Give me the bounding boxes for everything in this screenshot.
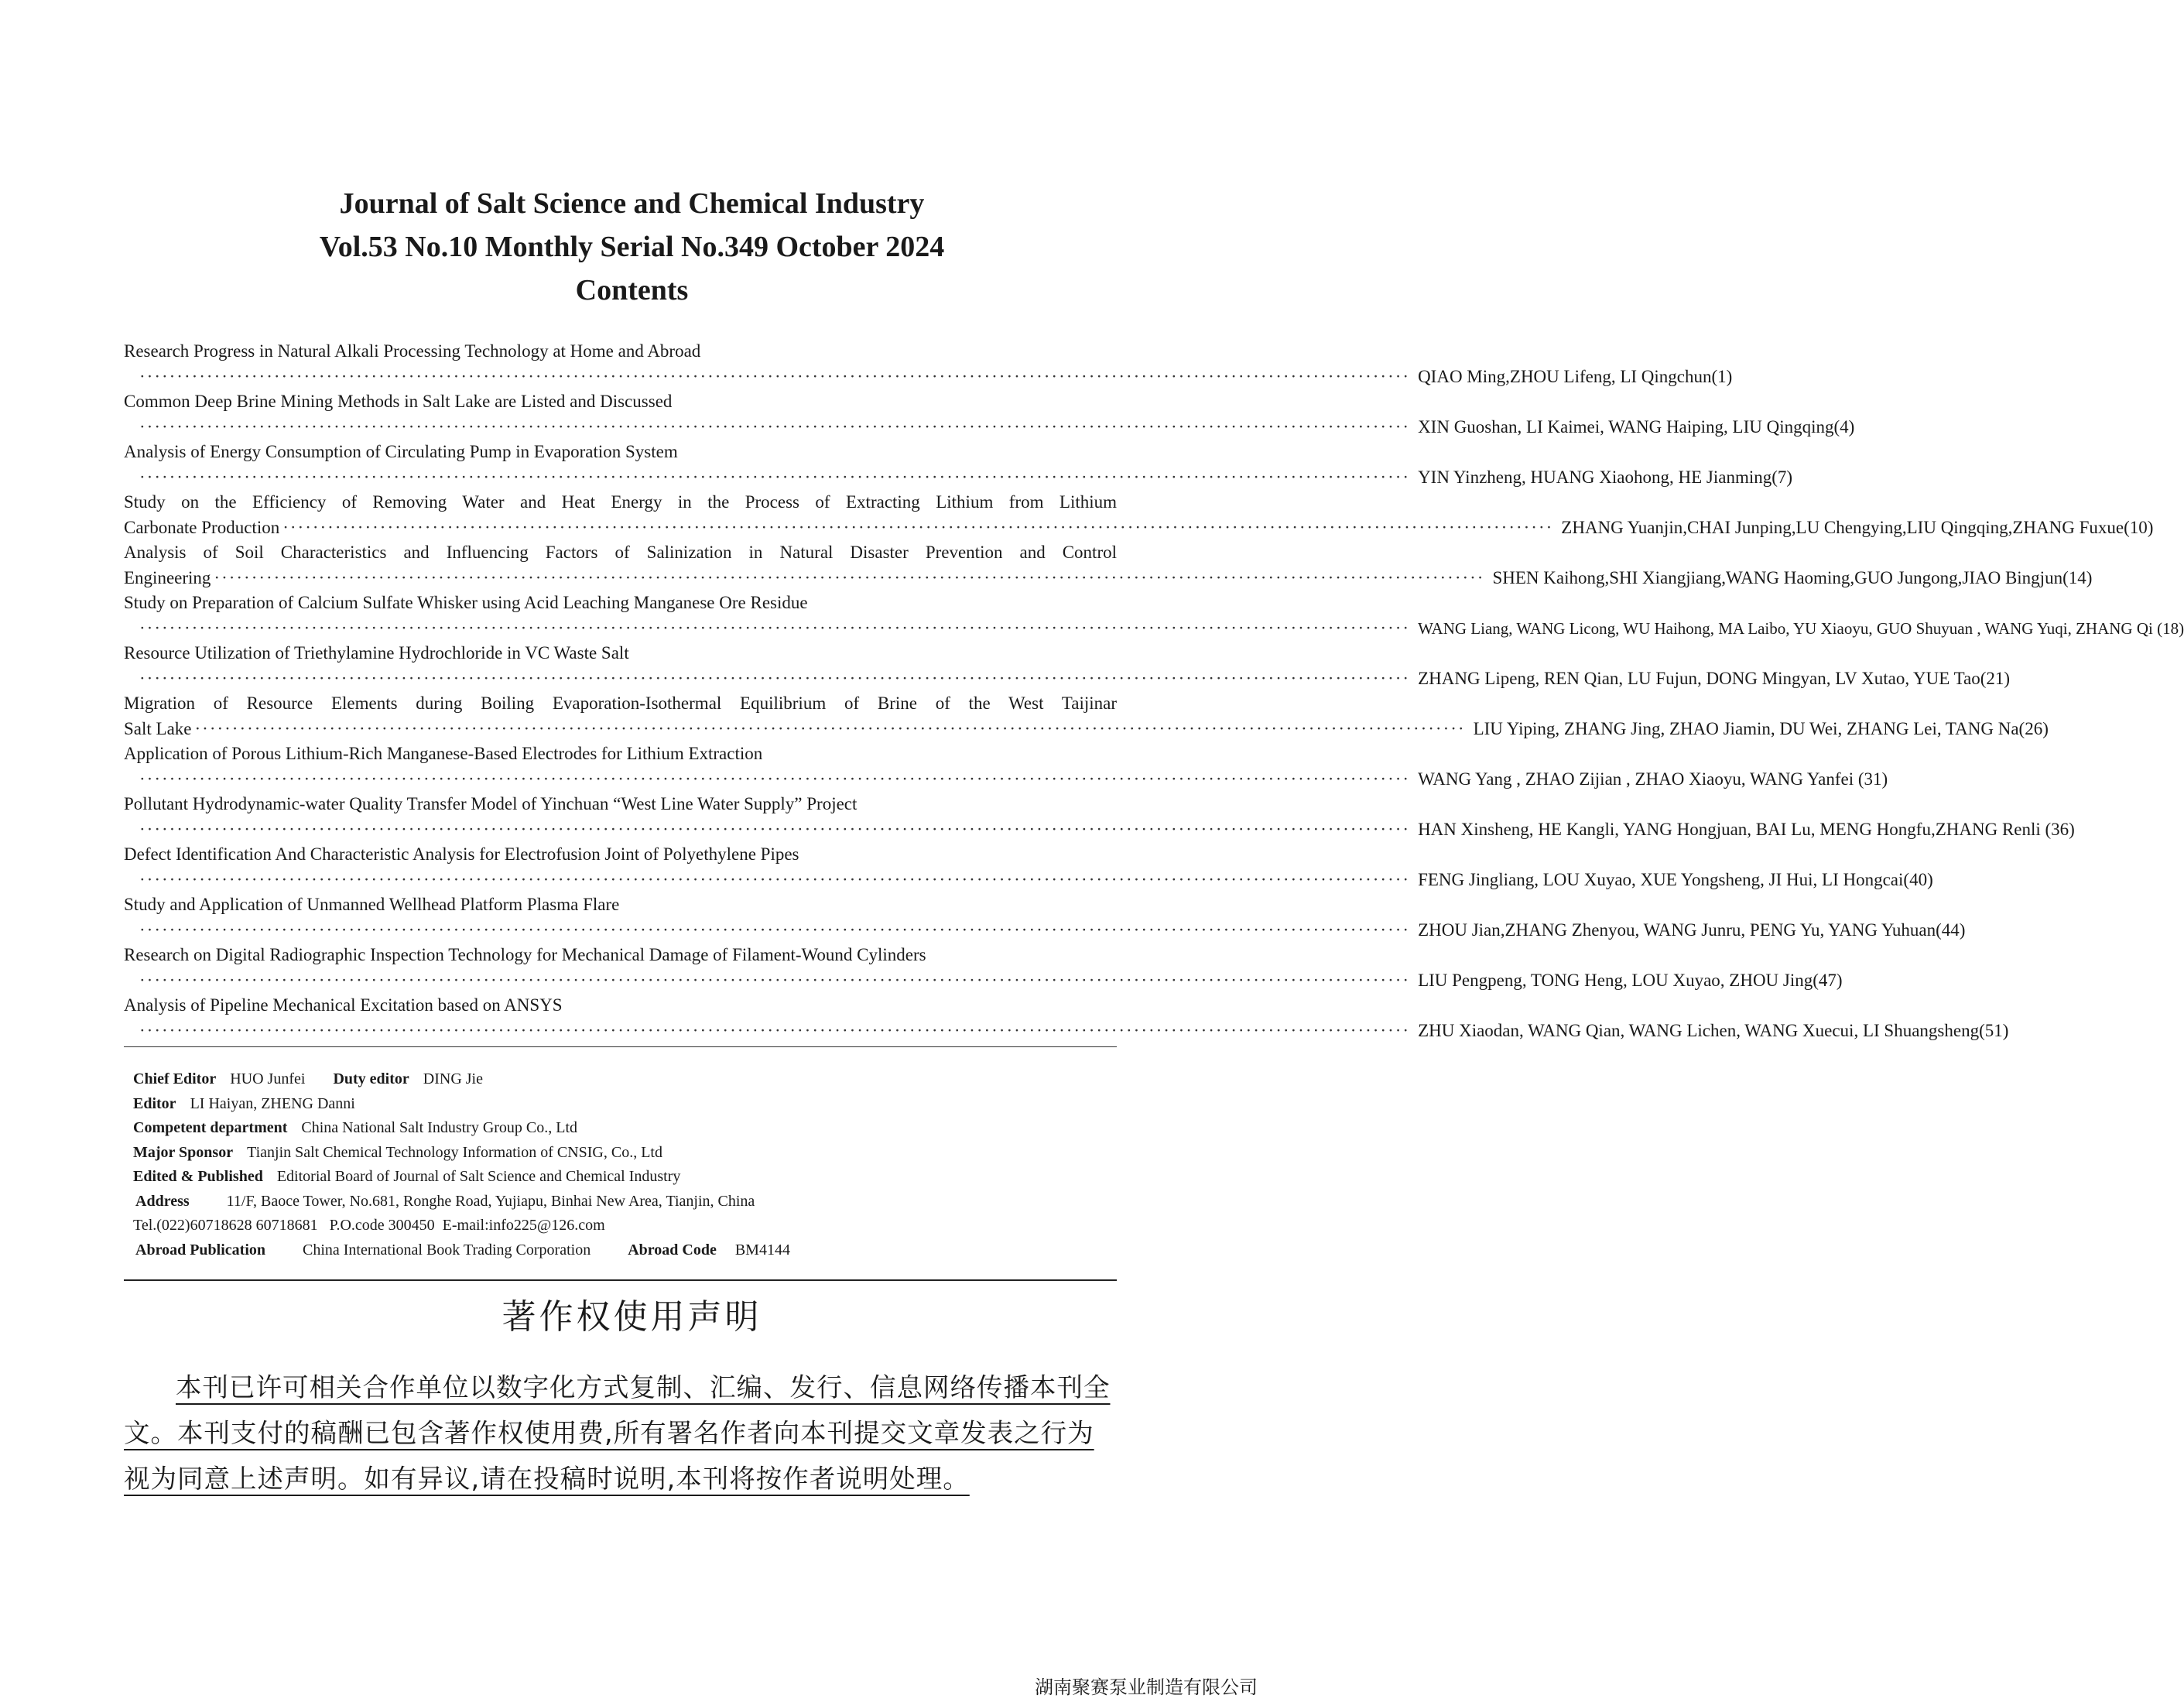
- toc-entry-authors: LIU Pengpeng, TONG Heng, LOU Xuyao, ZHOU Jing(47): [1418, 970, 1843, 990]
- toc-entry: [124, 540, 2093, 591]
- abroad-code-value: BM4144: [734, 1241, 790, 1259]
- toc-entry-authors-line: [124, 918, 1966, 943]
- masthead-row-sponsor: [133, 1141, 818, 1166]
- toc-entry: [124, 691, 2049, 741]
- journal-title: Journal of Salt Science and Chemical Industry: [339, 187, 925, 220]
- toc-entry-authors-line: [124, 868, 1933, 893]
- toc-entry-title: Application of Porous Lithium-Rich Manganese-Based Electrodes for Lithium Extraction: [124, 744, 763, 763]
- toc-entry-authors: ZHOU Jian,ZHANG Zhenyou, WANG Junru, PENG Yu, YANG Yuhuan(44): [1418, 919, 1966, 940]
- masthead-info: [133, 1067, 818, 1262]
- address-value: 11/F, Baoce Tower, No.681, Ronghe Road, Yujiapu, Binhai New Area, Tianjin, China: [226, 1192, 755, 1210]
- toc-entry-authors-line: [124, 415, 1855, 440]
- dot-leader: ··········································································································································································: [139, 467, 1411, 487]
- dot-leader: ··········································································································································································: [139, 819, 1411, 839]
- duty-editor-value: DING Jie: [423, 1070, 483, 1087]
- toc-entry-title-continued: Engineering: [124, 567, 211, 587]
- toc-entry-authors: XIN Guoshan, LI Kaimei, WANG Haiping, LIU Qingqing(4): [1418, 416, 1855, 437]
- dot-leader: ··········································································································································································: [139, 769, 1411, 789]
- chief-editor-label: Chief Editor: [133, 1070, 217, 1087]
- footer-watermark: 湖南聚赛泵业制造有限公司: [1035, 1676, 1258, 1698]
- toc-entry-authors: WANG Liang, WANG Licong, WU Haihong, MA Laibo, YU Xiaoyu, GUO Shuyuan , WANG Yuqi, ZHANG Qi (18): [1418, 618, 2184, 638]
- toc-entry-title: Analysis of Energy Consumption of Circulating Pump in Evaporation System: [124, 442, 678, 461]
- dot-leader: ··········································································································································································: [214, 567, 1485, 587]
- toc-entry-authors-line: [124, 717, 2049, 742]
- chief-editor-value: HUO Junfei: [230, 1070, 306, 1087]
- toc-entry: [124, 842, 1933, 892]
- toc-entry-authors-line: [124, 515, 2154, 541]
- major-sponsor-value: Tianjin Salt Chemical Technology Information of CNSIG, Co., Ltd: [247, 1143, 662, 1161]
- dot-leader: ··········································································································································································: [282, 517, 1554, 537]
- dot-leader: ··········································································································································································: [139, 416, 1411, 437]
- toc-entry-authors-line: [124, 1019, 2009, 1044]
- toc-divider: [124, 1046, 1117, 1047]
- contact-value: Tel.(022)60718628 60718681 P.O.code 300450 E-mail:info225@126.com: [133, 1217, 605, 1234]
- toc-entry: [124, 339, 1733, 389]
- contents-heading: Contents: [575, 274, 689, 306]
- dot-leader: ··········································································································································································: [139, 919, 1411, 940]
- toc-entry-authors-line: [124, 465, 1793, 491]
- masthead-row-editor: [133, 1092, 818, 1117]
- toc-entry-title: Defect Identification And Characteristic Analysis for Electrofusion Joint of Polyethylene Pipes: [124, 844, 799, 864]
- copyright-divider: [124, 1279, 1117, 1281]
- editor-label: Editor: [133, 1094, 176, 1112]
- toc-entry-title: Analysis of Pipeline Mechanical Excitation based on ANSYS: [124, 995, 563, 1015]
- toc-entry: [124, 440, 1793, 490]
- copyright-body: 本刊已许可相关合作单位以数字化方式复制、汇编、发行、信息网络传播本刊全文。本刊支付的稿酬已包含著作权使用费,所有署名作者向本刊提交文章发表之行为视为同意上述声明。如有异议,请在投稿时说明,本刊将按作者说明处理。: [124, 1372, 1111, 1494]
- toc-entry-authors: QIAO Ming,ZHOU Lifeng, LI Qingchun(1): [1418, 366, 1733, 386]
- toc-entry-title: Pollutant Hydrodynamic-water Quality Transfer Model of Yinchuan “West Line Water Supply” Project: [124, 794, 858, 813]
- competent-department-value: China National Salt Industry Group Co., Ltd: [301, 1119, 578, 1136]
- masthead-row-edited: [133, 1165, 818, 1190]
- toc-entry: [124, 641, 2011, 691]
- dot-leader: ··········································································································································································: [139, 668, 1411, 688]
- duty-editor-label: Duty editor: [333, 1070, 409, 1087]
- masthead-row-competent: [133, 1116, 818, 1141]
- toc-entry-authors-line: [124, 666, 2011, 692]
- toc-entry-authors: WANG Yang , ZHAO Zijian , ZHAO Xiaoyu, WANG Yanfei (31): [1418, 769, 1888, 789]
- abroad-code-label: Abroad Code: [628, 1241, 717, 1259]
- issue-line: Vol.53 No.10 Monthly Serial No.349 October 2024: [319, 231, 945, 263]
- toc-entry-title: Migration of Resource Elements during Boiling Evaporation-Isothermal Equilibrium of Brine of the West Taijinar: [124, 693, 1117, 713]
- toc-entry-title: Study and Application of Unmanned Wellhead Platform Plasma Flare: [124, 895, 620, 914]
- toc-entry-title: Research Progress in Natural Alkali Processing Technology at Home and Abroad: [124, 341, 701, 361]
- masthead-row-address: [133, 1190, 818, 1214]
- editor-value: LI Haiyan, ZHENG Danni: [190, 1094, 355, 1112]
- toc-entry-authors: SHEN Kaihong,SHI Xiangjiang,WANG Haoming,GUO Jungong,JIAO Bingjun(14): [1492, 567, 2093, 587]
- edited-published-value: Editorial Board of Journal of Salt Science and Chemical Industry: [276, 1168, 681, 1185]
- competent-department-label: Competent department: [133, 1119, 288, 1136]
- copyright-title: 著作权使用声明: [501, 1297, 762, 1337]
- toc-entry-authors: ZHU Xiaodan, WANG Qian, WANG Lichen, WANG Xuecui, LI Shuangsheng(51): [1418, 1020, 2009, 1040]
- toc-entry-authors-line: [124, 968, 1843, 994]
- dot-leader: ··········································································································································································: [139, 1020, 1411, 1040]
- masthead-row-contact: [133, 1214, 818, 1238]
- toc-entry-title: Study on Preparation of Calcium Sulfate Whisker using Acid Leaching Manganese Ore Residue: [124, 593, 808, 612]
- toc-entry-title: Resource Utilization of Triethylamine Hydrochloride in VC Waste Salt: [124, 643, 629, 663]
- toc-entry-title: Research on Digital Radiographic Inspection Technology for Mechanical Damage of Filament-Wound Cylinders: [124, 945, 926, 964]
- masthead-row-abroad: [133, 1238, 818, 1263]
- major-sponsor-label: Major Sponsor: [133, 1143, 234, 1161]
- toc-entry: [124, 490, 2154, 540]
- dot-leader: ··········································································································································································: [194, 718, 1466, 738]
- dot-leader: ··········································································································································································: [139, 366, 1411, 386]
- toc-entry-authors-line: [124, 566, 2093, 591]
- toc-entry: [124, 741, 1888, 792]
- abroad-publication-label: Abroad Publication: [135, 1241, 265, 1259]
- toc-entry-authors-line: [124, 365, 1733, 390]
- toc-entry-authors: HAN Xinsheng, HE Kangli, YANG Hongjuan, BAI Lu, MENG Hongfu,ZHANG Renli (36): [1418, 819, 2075, 839]
- copyright-statement: [124, 1365, 1117, 1502]
- toc-entry: [124, 993, 2009, 1043]
- edited-published-label: Edited & Published: [133, 1168, 263, 1185]
- toc-entry: [124, 892, 1966, 943]
- toc-entry-title-continued: Salt Lake: [124, 718, 192, 738]
- abroad-publication-value: China International Book Trading Corporation: [303, 1241, 591, 1259]
- table-of-contents: [124, 339, 2184, 1043]
- dot-leader: ··········································································································································································: [139, 869, 1411, 889]
- toc-entry-authors: YIN Yinzheng, HUANG Xiaohong, HE Jianming(7): [1418, 467, 1793, 487]
- toc-entry-authors-line: [124, 767, 1888, 793]
- masthead-row-editors: [133, 1067, 818, 1092]
- toc-entry: [124, 389, 1855, 440]
- toc-entry-title-continued: Carbonate Production: [124, 517, 280, 537]
- toc-entry: [124, 792, 2075, 842]
- toc-entry-authors-line: [124, 817, 2075, 843]
- toc-entry-authors: ZHANG Yuanjin,CHAI Junping,LU Chengying,LIU Qingqing,ZHANG Fuxue(10): [1561, 517, 2154, 537]
- toc-entry-title: Analysis of Soil Characteristics and Influencing Factors of Salinization in Natural Disaster Prevention and Control: [124, 543, 1117, 562]
- toc-entry-title: Common Deep Brine Mining Methods in Salt Lake are Listed and Discussed: [124, 392, 673, 411]
- dot-leader: ··········································································································································································: [139, 970, 1411, 990]
- address-label: Address: [135, 1192, 190, 1210]
- toc-entry: [124, 943, 1843, 993]
- toc-entry: [124, 591, 2184, 641]
- toc-entry-authors-line: [124, 616, 2184, 642]
- dot-leader: ··········································································································································································: [139, 618, 1411, 638]
- toc-entry-authors: LIU Yiping, ZHANG Jing, ZHAO Jiamin, DU Wei, ZHANG Lei, TANG Na(26): [1473, 718, 2049, 738]
- toc-entry-authors: FENG Jingliang, LOU Xuyao, XUE Yongsheng, JI Hui, LI Hongcai(40): [1418, 869, 1933, 889]
- toc-entry-authors: ZHANG Lipeng, REN Qian, LU Fujun, DONG Mingyan, LV Xutao, YUE Tao(21): [1418, 668, 2011, 688]
- toc-entry-title: Study on the Efficiency of Removing Water and Heat Energy in the Process of Extracting Lithium from Lithium: [124, 492, 1117, 512]
